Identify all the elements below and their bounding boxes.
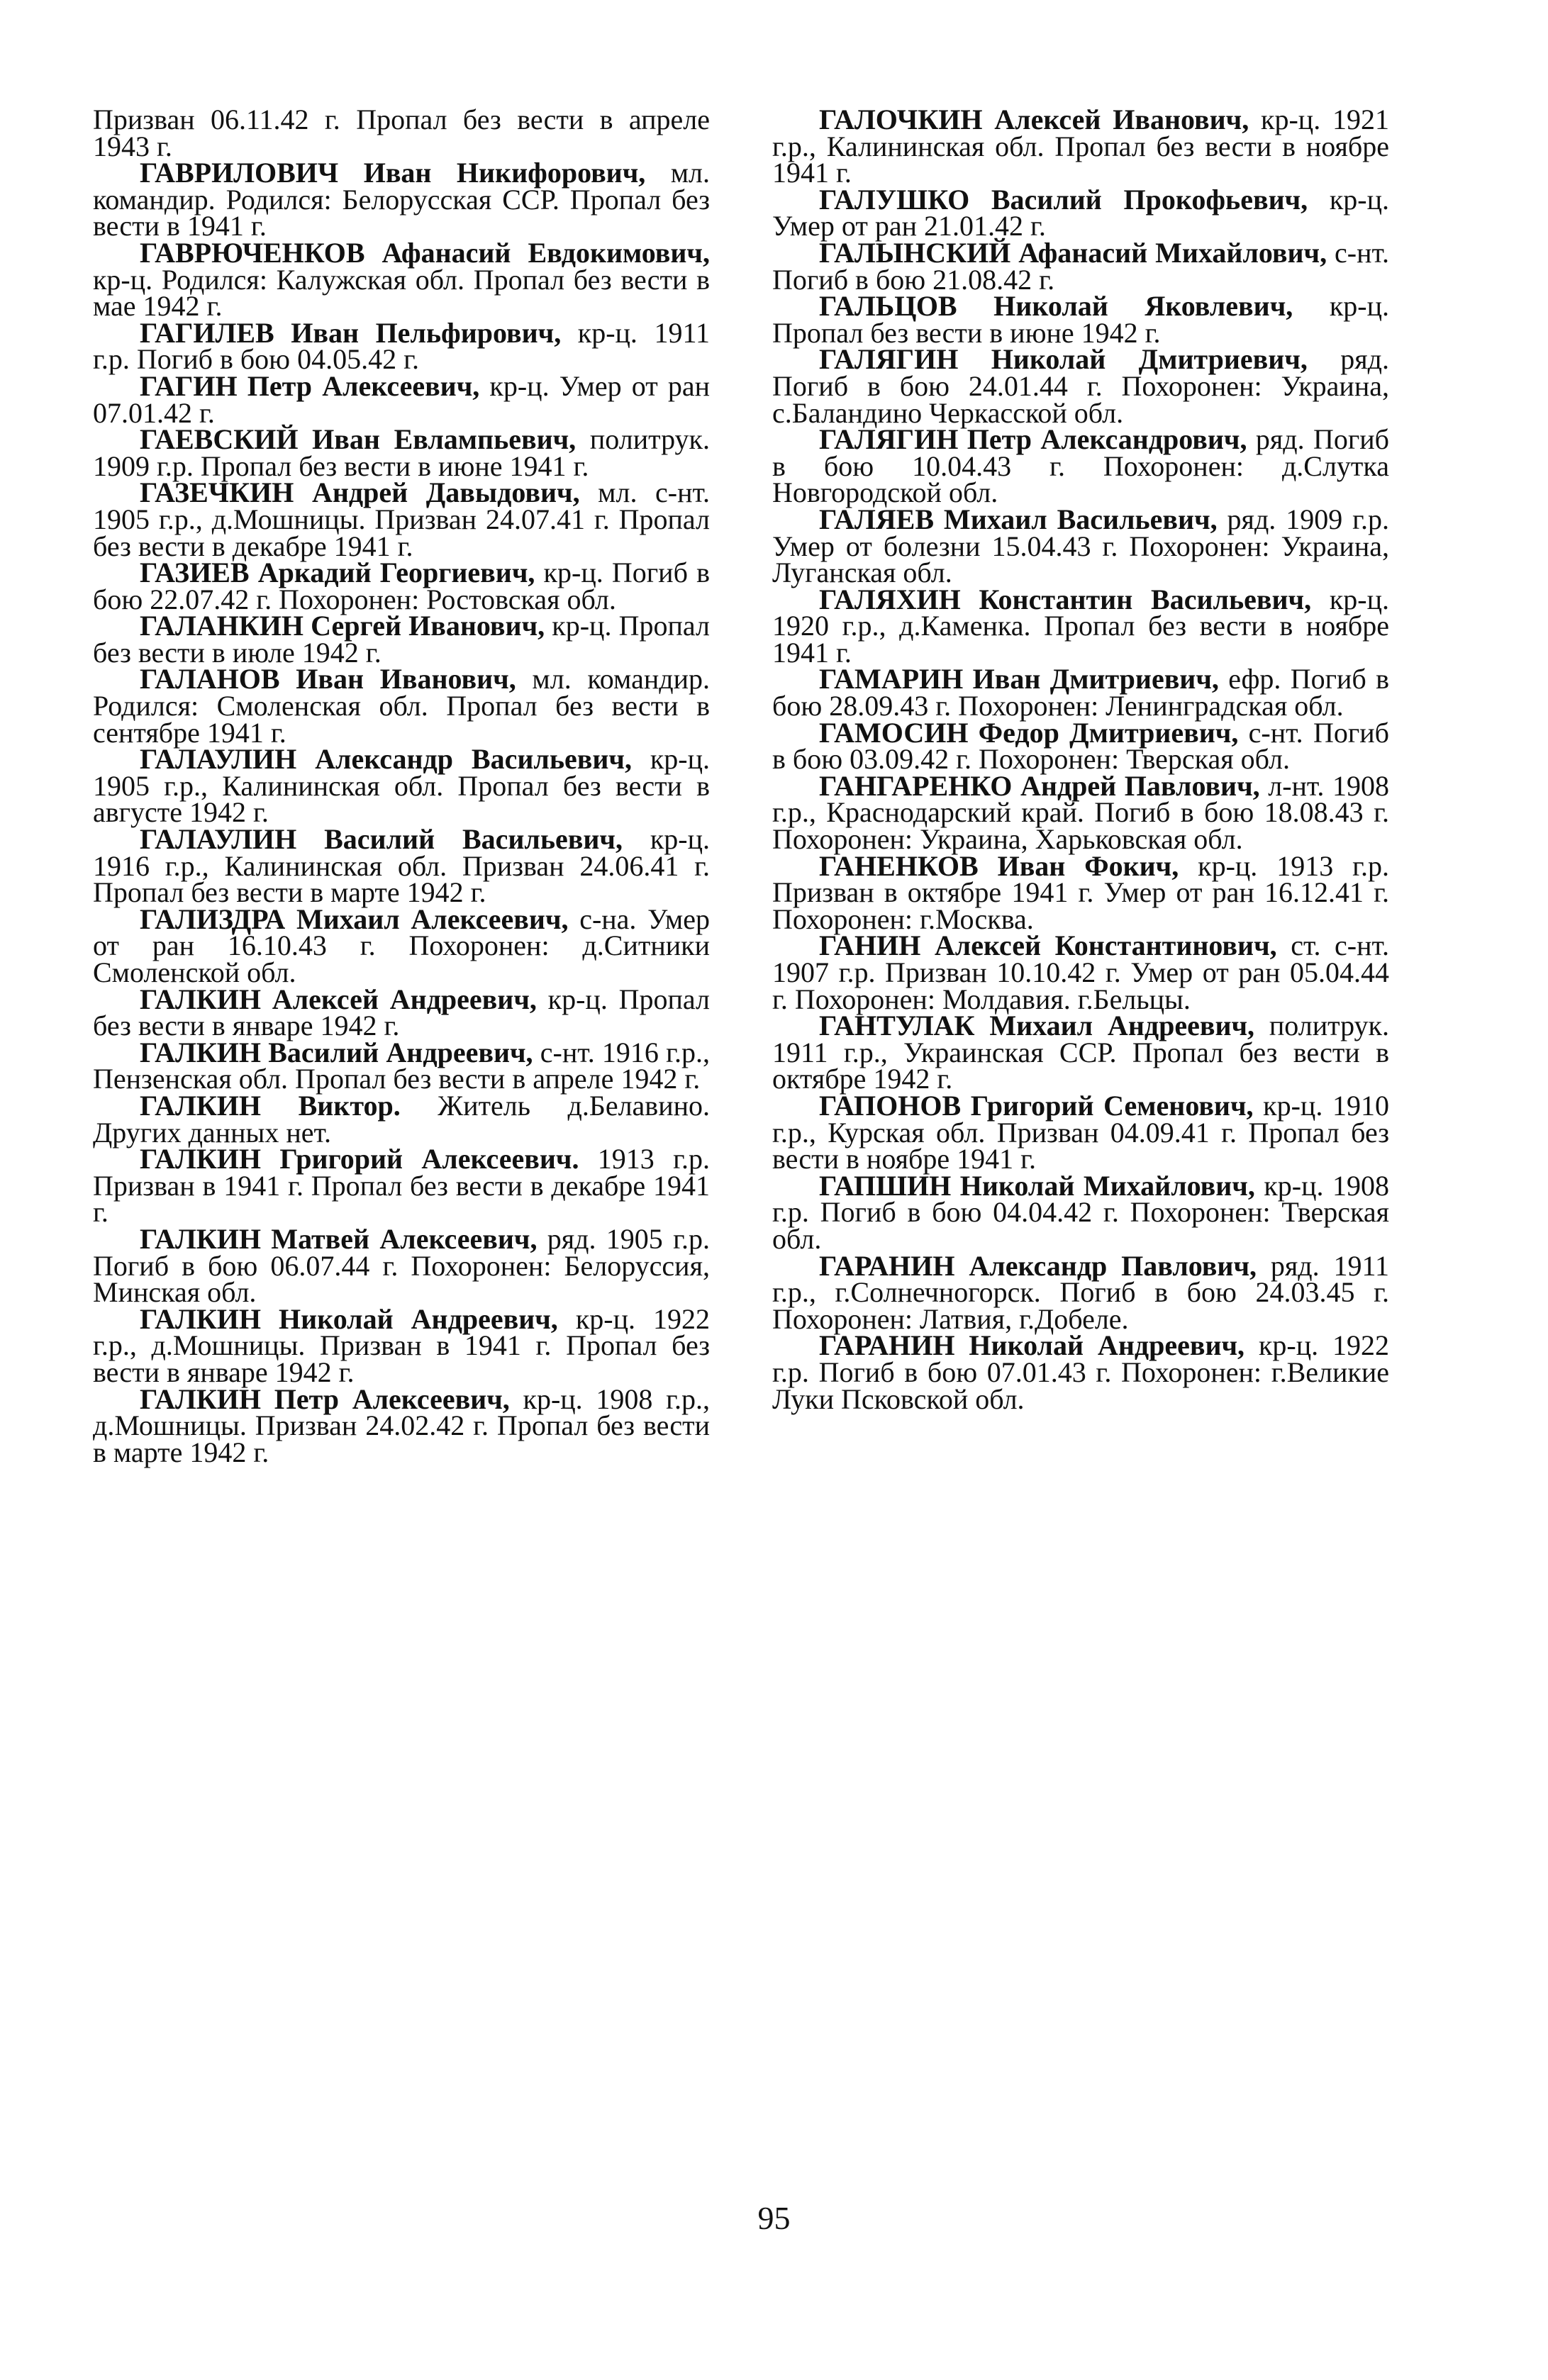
entry-name: ГАЕВСКИЙ Иван Евлампьевич, [140,423,577,456]
entry-name: ГАЛАУЛИН Василий Васильевич, [140,823,623,856]
memorial-entry [772,769,1389,856]
entry-name: ГАВРЮЧЕНКОВ Афанасий Евдокимович, [140,236,710,269]
entry-name: ГАЛКИН Николай Андреевич, [140,1302,558,1335]
entry-name: ГАЛЯГИН Петр Александрович, [819,423,1247,456]
entry-name: ГАЛАУЛИН Александр Васильевич, [140,743,632,776]
memorial-entry [93,663,710,749]
entry-details: мл. с-нт. 1905 г.р., д.Мошницы. Призван 24.07.41 г. Пропал без вести в декабре 1941 г. [93,476,710,562]
memorial-entry [93,1143,710,1229]
entry-name: ГАЛЯГИН Николай Дмитриевич, [819,343,1308,376]
entry-name: ГАПШИН Николай Михайлович, [819,1169,1255,1202]
memorial-entry [772,236,1390,296]
entry-name: ГАЛЯХИН Константин Васильевич, [819,583,1312,615]
entry-name: ГАНТУЛАК Михаил Андреевич, [819,1010,1255,1042]
memorial-entry [93,106,710,160]
entry-details: кр-ц. Умер от ран 07.01.42 г. [93,369,710,429]
entry-details: ряд. Погиб в бою 10.04.43 г. Похоронен: д.Слутка Новгородской обл. [772,423,1389,509]
memorial-entry [772,1329,1389,1415]
memorial-entry [93,743,710,829]
memorial-entry [772,849,1389,935]
entry-details: кр-ц. Погиб в бою 22.07.42 г. Похоронен: Ростовская обл. [93,557,710,615]
memorial-entry [93,610,710,669]
memorial-entry [772,1089,1389,1175]
entry-details: кр-ц. Пропал без вести в июле 1942 г. [93,610,710,669]
entry-name: ГАЛАНОВ Иван Иванович, [140,663,516,695]
memorial-entry [93,157,711,242]
entry-name: ГАВРИЛОВИЧ Иван Никифорович, [140,157,646,189]
entry-name: ГАЛКИН Василий Андреевич, [140,1036,533,1068]
entry-details: с-нт. Погиб в бою 21.08.42 г. [772,236,1390,296]
memorial-entry [772,1249,1389,1335]
entry-name: ГАНГАРЕНКО Андрей Павлович, [819,769,1260,802]
entry-details: кр-ц. 1922 г.р. Погиб в бою 07.01.43 г. Похоронен: г.Великие Луки Псковской обл. [772,1329,1389,1415]
memorial-entry [93,1222,710,1309]
memorial-entry [772,1169,1389,1255]
memorial-entry [772,104,1389,189]
page-number: 95 [757,2200,791,2236]
entry-details: кр-ц. 1922 г.р., д.Мошницы. Призван в 1941 г. Пропал без вести в январе 1942 г. [93,1302,710,1388]
entry-details: ст. с-нт. 1907 г.р. Призван 10.10.42 г. Умер от ран 05.04.44 г. Похоронен: Молдавия. г.Бельцы. [772,929,1389,1015]
memorial-entry [93,423,710,482]
entry-details: кр-ц. 1905 г.р., Калининская обл. Пропал без вести в августе 1942 г. [93,743,710,829]
entry-name: ГАНЕНКОВ Иван Фокич, [819,849,1179,882]
entry-name: ГАЛКИН Матвей Алексеевич, [140,1222,538,1255]
entry-details: мл. командир. Родился: Белорусская ССР. Пропал без вести в 1941 г. [93,157,711,242]
entry-details: кр-ц. 1913 г.р. Призван в октябре 1941 г. Умер от ран 16.12.41 г. Похоронен: г.Москва. [772,849,1389,935]
entry-name: ГАЛУШКО Василий Прокофьевич, [819,183,1308,216]
memorial-entry [93,1089,711,1149]
entry-name: ГАЛИЗДРА Михаил Алексеевич, [140,903,569,935]
entry-details: ряд. 1911 г.р., г.Солнечногорск. Погиб в бою 24.03.45 г. Похоронен: Латвия, г.Добеле. [772,1249,1389,1335]
entry-details: политрук. 1911 г.р., Украинская ССР. Пропал без вести в октябре 1942 г. [772,1010,1389,1095]
entry-details: ряд. 1905 г.р. Погиб в бою 06.07.44 г. Похоронен: Белоруссия, Минская обл. [93,1222,710,1309]
entry-details: 1913 г.р. Призван в 1941 г. Пропал без вести в декабре 1941 г. [93,1143,710,1229]
right-column [772,104,1390,1415]
memorial-entry [93,559,710,613]
entry-details: ряд. Погиб в бою 24.01.44 г. Похоронен: Украина, с.Баландино Черкасской обл. [772,343,1389,429]
memorial-entry [772,343,1389,429]
memorial-entry [93,903,710,988]
entry-name: ГАЛКИН Виктор. [140,1089,401,1122]
entry-details: политрук. 1909 г.р. Пропал без вести в июне 1941 г. [93,423,710,482]
entry-name: ГАМОСИН Федор Дмитриевич, [819,716,1239,749]
entry-details: кр-ц. 1908 г.р., д.Мошницы. Призван 24.02.42 г. Пропал без вести в марте 1942 г. [93,1382,710,1468]
entry-details: Призван 06.11.42 г. Пропал без вести в апреле 1943 г. [93,104,710,162]
memorial-entry [772,423,1389,509]
entry-name: ГАЛОЧКИН Алексей Иванович, [819,104,1249,135]
entry-details: Житель д.Белавино. Других данных нет. [93,1089,711,1149]
entry-details: с-на. Умер от ран 16.10.43 г. Похоронен: д.Ситники Смоленской обл. [93,903,710,988]
entry-name: ГАЗЕЧКИН Андрей Давыдович, [140,476,580,509]
memorial-entry [93,236,710,323]
memorial-entry [772,583,1389,669]
entry-details: ефр. Погиб в бою 28.09.43 г. Похоронен: Ленинградская обл. [772,663,1389,722]
entry-name: ГАРАНИН Александр Павлович, [819,1249,1257,1282]
memorial-entry [772,1012,1389,1093]
memorial-entry [772,663,1389,722]
entry-name: ГАНИН Алексей Константинович, [819,929,1277,962]
entry-name: ГАЛКИН Григорий Алексеевич. [140,1143,579,1175]
entry-name: ГАЛЬЦОВ Николай Яковлевич, [819,290,1293,323]
memorial-entry [93,1036,710,1095]
memorial-entry [772,716,1389,776]
memorial-entry [93,1382,710,1468]
memorial-entry [93,369,710,429]
entry-details: кр-ц. Родился: Калужская обл. Пропал без вести в мае 1942 г. [93,263,710,323]
entry-details: кр-ц. 1921 г.р., Калининская обл. Пропал без вести в ноябре 1941 г. [772,104,1389,189]
entry-details: с-нт. 1916 г.р., Пензенская обл. Пропал без вести в апреле 1942 г. [93,1036,710,1095]
entry-name: ГАЛКИН Петр Алексеевич, [140,1382,510,1415]
entry-name: ГАЛЯЕВ Михаил Васильевич, [819,503,1218,535]
entry-name: ГАРАНИН Николай Андреевич, [819,1329,1245,1362]
entry-details: кр-ц. 1910 г.р., Курская обл. Призван 04.09.41 г. Пропал без вести в ноябре 1941 г. [772,1089,1389,1175]
entry-name: ГАГИН Петр Алексеевич, [140,369,480,402]
memorial-entry [93,1302,710,1388]
memorial-entry [93,316,710,376]
memorial-entry [93,983,710,1042]
entry-details: л-нт. 1908 г.р., Краснодарский край. Погиб в бою 18.08.43 г. Похоронен: Украина, Харьковская обл. [772,769,1389,856]
entry-details: кр-ц. 1916 г.р., Калининская обл. Призван 24.06.41 г. Пропал без вести в марте 1942 г. [93,823,710,909]
memorial-entry [772,290,1389,349]
entry-details: кр-ц. Пропал без вести в январе 1942 г. [93,983,710,1042]
entry-name: ГАЛЫНСКИЙ Афанасий Михайлович, [819,236,1327,269]
entry-name: ГАЗИЕВ Аркадий Георгиевич, [140,557,535,589]
entry-details: с-нт. Погиб в бою 03.09.42 г. Похоронен: Тверская обл. [772,716,1389,776]
memorial-entry [772,183,1389,242]
left-column [93,104,711,1468]
entry-details: кр-ц. Умер от ран 21.01.42 г. [772,183,1389,242]
entry-name: ГАМАРИН Иван Дмитриевич, [819,663,1219,695]
memorial-entry [772,929,1389,1015]
entry-name: ГАЛАНКИН Сергей Иванович, [140,610,545,642]
entry-details: кр-ц. 1920 г.р., д.Каменка. Пропал без вести в ноябре 1941 г. [772,583,1389,669]
memorial-entry [772,503,1389,589]
memorial-entry [93,823,710,909]
entry-details: ряд. 1909 г.р. Умер от болезни 15.04.43 г. Похоронен: Украина, Луганская обл. [772,503,1389,589]
entry-details: кр-ц. 1908 г.р. Погиб в бою 04.04.42 г. Похоронен: Тверская обл. [772,1169,1389,1255]
entry-details: кр-ц. 1911 г.р. Погиб в бою 04.05.42 г. [93,316,710,376]
entry-details: кр-ц. Пропал без вести в июне 1942 г. [772,290,1389,349]
entry-details: мл. командир. Родился: Смоленская обл. Пропал без вести в сентябре 1941 г. [93,663,710,749]
entry-name: ГАГИЛЕВ Иван Пельфирович, [140,316,562,349]
entry-name: ГАПОНОВ Григорий Семенович, [819,1089,1254,1122]
memorial-entry [93,476,710,562]
entry-name: ГАЛКИН Алексей Андреевич, [140,983,537,1015]
